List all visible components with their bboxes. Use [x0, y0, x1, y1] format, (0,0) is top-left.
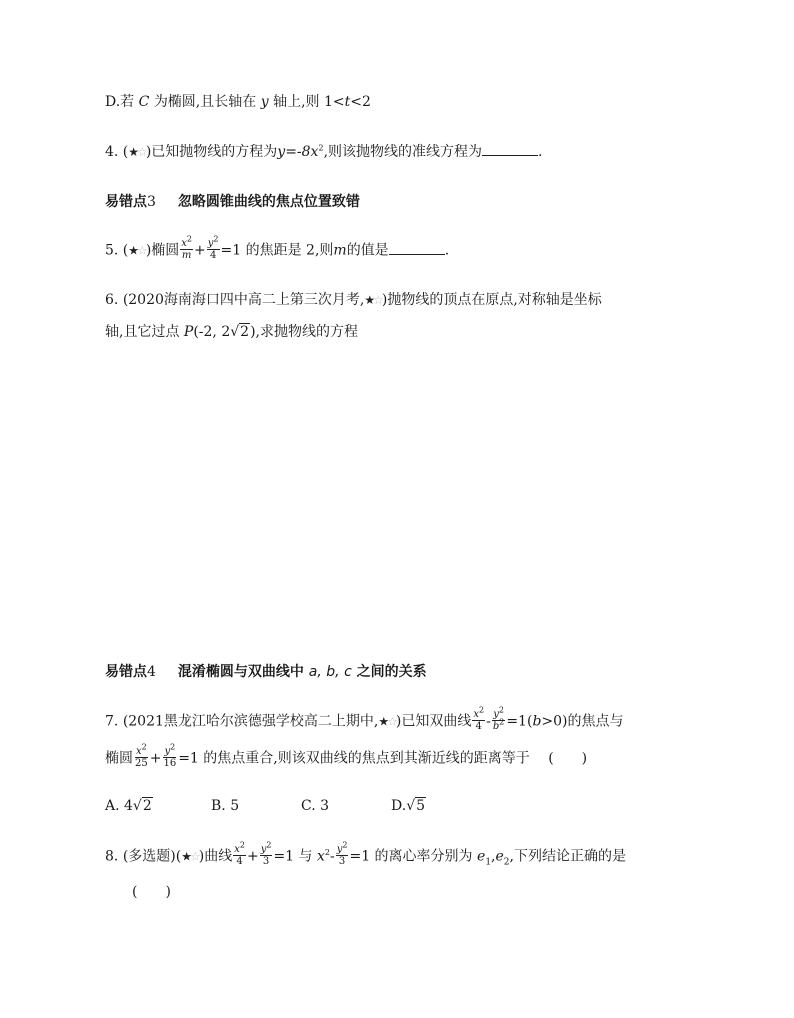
- difficulty-star-icon: ★☆: [378, 714, 396, 729]
- section-heading-3: 易错点3 忽略圆锥曲线的焦点位置致错: [105, 194, 360, 210]
- question-5: 5. (★☆)椭圆 $\frac{x^2}{m}$ + $\frac{y^2}{4}$ =1 的焦距是 2,则m的值是 .: [105, 234, 450, 261]
- question-6: 6. (2020海南海口四中高二上第三次月考,★☆)抛物线的顶点在原点,对称轴是坐标: [105, 292, 602, 308]
- question-7: 7. (2021黑龙江哈尔滨德强学校高二上期中,★☆)已知双曲线 $\frac{x^2}{4}$ - $\frac{y^2}{b^2}$ =1(b>0)的焦点与: [105, 705, 624, 732]
- fraction: $\frac{y^2}{16}$: [163, 742, 177, 769]
- option-d[interactable]: D.√5: [391, 798, 426, 814]
- fraction: $\frac{y^2}{3}$: [336, 840, 348, 867]
- sqrt: √2: [230, 324, 250, 340]
- fraction: $\frac{x^2}{4}$: [234, 840, 245, 867]
- section-heading-4: 易错点4 混淆椭圆与双曲线中 a, b, c 之间的关系: [105, 664, 427, 680]
- option-d-line: D.若 C 为椭圆,且长轴在 y 轴上,则 1<t<2: [105, 94, 371, 110]
- question-4: 4. (★☆)已知抛物线的方程为$y=-8x^2$,则该抛物线的准线方程为 .: [105, 143, 543, 160]
- sqrt: √2: [132, 798, 152, 814]
- fraction: $\frac{y^2}{3}$: [260, 840, 272, 867]
- answer-blank[interactable]: [389, 242, 445, 255]
- question-6-line-2: 轴,且它过点 P(-2, 2√2),求抛物线的方程: [105, 324, 359, 340]
- question-8-answer-paren: ( ): [132, 884, 171, 900]
- difficulty-star-icon: ★☆: [128, 145, 146, 159]
- question-7-options: [105, 796, 451, 816]
- fraction: $\frac{x^2}{4}$: [473, 705, 485, 732]
- fraction: $\frac{y^2}{b^2}$: [492, 705, 505, 732]
- sqrt: √5: [406, 798, 426, 814]
- difficulty-star-icon: ★☆: [181, 849, 199, 864]
- fraction: $\frac{x^2}{m}$: [181, 234, 193, 261]
- question-8: 8. (多选题)(★☆)曲线 $\frac{x^2}{4}$ + $\frac{y^2}{3}$ =1 与 $x^2-$ $\frac{y^2}{3}$ =1 的离心率分别为 $e_1,e_2$,下列结论正确的是: [105, 840, 626, 868]
- option-c[interactable]: C. 3: [301, 798, 330, 814]
- question-7-line-2: 椭圆 $\frac{x^2}{25}$ + $\frac{y^2}{16}$ =1 的焦点重合,则该双曲线的焦点到其渐近线的距离等于 ( ): [105, 742, 588, 769]
- option-a[interactable]: A. 4√2: [105, 798, 152, 814]
- fraction: $\frac{y^2}{4}$: [207, 234, 219, 261]
- option-b[interactable]: B. 5: [211, 798, 240, 814]
- difficulty-star-icon: ★☆: [364, 293, 382, 307]
- difficulty-star-icon: ★☆: [128, 243, 146, 258]
- fraction: $\frac{x^2}{25}$: [135, 742, 148, 769]
- answer-blank[interactable]: [482, 143, 538, 156]
